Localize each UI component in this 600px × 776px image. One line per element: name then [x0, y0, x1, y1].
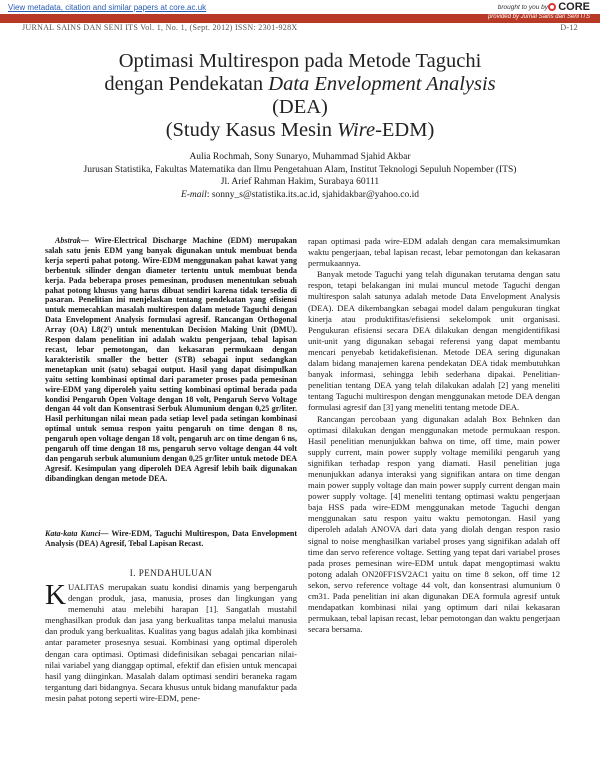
author-affiliation: Jurusan Statistika, Fakultas Matematika dan Ilmu Pengetahuan Alam, Institut Teknologi Sepuluh Nopember (ITS): [83, 164, 517, 175]
paper-title: [40, 50, 560, 142]
right-paragraph-3: Rancangan percobaan yang digunakan adalah Box Behnken dan optimasi dilakukan dengan menggunakan metode permukaan respon. Hasil penelitian menunjukkan bahwa on time, off time, main power supply current, main power supply voltage memiliki pengaruh yang signifikan terhadap respon yang diamati. Hasil penelitian juga menunjukkan adanya interaksi yang signifikan antara on time dengan main power supply voltage dan main power supply current dengan main power supply voltage. [4] meneliti tentang optimasi waktu pengerjaan baja HSS pada wire-EDM menggunakan metode Taguchi dengan menggunakan satu respon yaitu waktu pemotongan. Hasil yang diperoleh adalah ANOVA dari data yang diolah dengan respon rasio signal to noise menghasilkan variabel proses yang signifikan adalah off time dan servo reference voltage. Setting yang tepat dari variabel proses pada proses pemesinan wire-EDM untuk dapat mengoptimasi waktu potong adalah ON20FF1SV2AC1 yaitu on time 8 sekon, off time 12 sekon, servo reference voltage 44 volt, dan konsentrasi alumunium 0 cm31. Pada penelitian ini akan digunakan DEA formula agresif untuk mendapatkan kombinasi nilai yang optimum dari nilai kekasaran permukaan, tebal lapisan recast, lebar pemotongan dan waktu pengerjaan secara bersama.: [308, 413, 560, 635]
introduction-text: [45, 579, 297, 704]
provided-by-text: provided by Jurnal Sains dan Seni ITS: [487, 14, 590, 20]
title-line-2-italic: Data Envelopment Analysis: [268, 73, 496, 95]
keywords: [45, 529, 297, 549]
title-line-2: [40, 73, 560, 96]
abstract-label: Abstrak: [55, 236, 81, 245]
title-line-4-suffix: -EDM): [375, 119, 435, 141]
abstract-text: — Wire-Electrical Discharge Machine (EDM) merupakan salah satu jenis EDM yang banyak digunakan untuk membuat benda kerja seperti pahat potong. Wire-EDM menggunakan pahat kawat yang berbentuk silinder dengan diameter tertentu untuk membuat benda kerja. Pada beberapa proses pemesinan, produsen menentukan sebuah pahat potong khusus yang harus dibuat sendiri karena tidak tersedia di pasaran. Penelitian ini menjelaskan tentang pendekatan yang efisiensi untuk memecahkan masalah multirespon dalam metode Taguchi dengan Data Envelopment Analysis formulasi agresif. Rancangan Orthogonal Array (OA) L8(2⁷) untuk menentukan Decision Making Unit (DMU). Respon dalam penelitian ini adalah waktu pengerjaan, tebal lapisan recast, lebar pemotongan, dan kekasaran permukaan dengan karakteristik smaller the better (STB) sebagai input sedangkan menetapkan unit (satu) sebagai output. Hasil yang dapat disimpulkan yaitu setting kombinasi optimal dari parameter proses pada pemesinan wire-EDM yang diperoleh yaitu setting kombinasi optimal berada pada kondisi Pengaruh Open Voltage dengan 18 volt, Pengaruh Servo Voltage dengan 44 volt dan Konsentrasi Serbuk Alumunium dengan 0,25 gr/liter. Hasil perhitungan nilai mean pada setiap level pada setingan kombinasi optimal untuk semua respon yaitu pengaruh on time dengan 8 ns, pengaruh open voltage dengan 18 volt, pengaruh arc on time dengan 6 ns, pengaruh off time dengan 18 ms, pengaruh servo voltage dengan 44 volt dan pengaruh serbuk alumunium dengan 0,25 gr/liter untuk metode DEA Agresif. Kesimpulan yang diperoleh DEA Agresif lebih baik digunakan dibandingkan dengan metode DEA.: [45, 236, 297, 483]
intro-body: UALITAS merupakan suatu kondisi dinamis yang berpengaruh dengan produk, jasa, manusia, proses dan lingkungan yang memenuhi atau melebihi harapan [1]. Sangatlah mustahil menghasilkan produk dan jasa yang berkualitas tanpa melalui manusia dan produk yang berkualitas. Kualitas yang bagus adalah jika kombinasi antar parameter prosesnya sesuai. Kombinasi yang optimal diperoleh dengan cara optimasi. Optimasi didefinisikan sebagai pencarian nilai-nilai variabel yang dianggap optimal, efektif dan efisien untuk mencapai hasil yang diinginkan. Masalah dalam optimasi sendiri beraneka ragam tergantung dari bidangnya. Secara khusus untuk bidang manufaktur pada mesin pahat potong seperti wire-EDM, pene-: [45, 582, 297, 703]
keywords-label: Kata-kata Kunci: [45, 529, 101, 538]
author-block: [30, 151, 570, 201]
page-number: D-12: [560, 23, 578, 32]
core-metadata-link[interactable]: View metadata, citation and similar papers at core.ac.uk: [8, 3, 207, 12]
title-line-4-prefix: (Study Kasus Mesin: [165, 119, 338, 141]
title-line-1: Optimasi Multirespon pada Metode Taguchi: [118, 50, 482, 72]
title-line-3: (DEA): [272, 96, 328, 118]
abstract: [45, 236, 297, 484]
author-names: Aulia Rochmah, Sony Sunaryo, Muhammad Sjahid Akbar: [189, 152, 411, 162]
right-paragraph-2: Banyak metode Taguchi yang telah digunakan terutama dengan satu respon, tetapi belakangan ini mulai muncul metode Taguchi dengan multirespon salah satunya adalah metode Data Envelopment Analysis (DEA). DEA dikembangkan sebagai model dalam pengukuran tingkat kinerja atau produktifitas/efisiensi sekelompok unit organisasi. Pengukuran efisiensi secara DEA dilakukan dengan mengidentifikasi unit-unit yang digunakan sebagai referensi yang dapat membantu mencari penyebab ketidakefisienan. Metode DEA sering digunakan dalam bidang manajemen karena pendekatan DEA tidak membutuhkan banyak informasi, sehingga lebih sederhana dipakai. Penelitian-penelitian tentang DEA yang telah dilakukan adalah [2] yang meneliti tentang Taguchi multirespon dengan menggunakan metode DEA dengan formulasi agresif dan [3] yang meneliti tentang metode DEA.: [308, 269, 560, 413]
drop-cap: K: [45, 579, 66, 611]
provider-bar: [0, 14, 600, 23]
email-value[interactable]: : sonny_s@statistika.its.ac.id, sjahidakbar@yahoo.co.id: [206, 189, 420, 200]
section-heading: I. PENDAHULUAN: [129, 568, 213, 578]
title-line-4-italic: Wire: [337, 119, 376, 141]
author-address: Jl. Arief Rahman Hakim, Surabaya 60111: [220, 177, 380, 187]
journal-title: JURNAL SAINS DAN SENI ITS Vol. 1, No. 1, (Sept. 2012) ISSN: 2301-928X: [22, 23, 298, 32]
core-logo[interactable]: [548, 1, 590, 13]
core-logo-text: CORE: [558, 1, 590, 13]
title-line-2-prefix: dengan Pendekatan: [104, 73, 269, 95]
email-label: E-mail: [180, 189, 207, 200]
right-column: [308, 236, 560, 635]
right-paragraph-1: rapan optimasi pada wire-EDM adalah dengan cara memaksimumkan waktu pengerjaan, tebal lapisan recast, lebar pemotongan dan kekasaran permukaannya.: [308, 236, 560, 269]
author-email: [30, 189, 570, 202]
keywords-text: — Wire-EDM, Taguchi Multirespon, Data Envelopment Analysis (DEA) Agresif, Tebal Lapisan Recast.: [45, 529, 298, 548]
core-logo-icon: [548, 3, 556, 11]
journal-header: [22, 23, 578, 32]
brought-by-text: brought to you by: [497, 4, 548, 11]
title-line-4: [40, 119, 560, 142]
